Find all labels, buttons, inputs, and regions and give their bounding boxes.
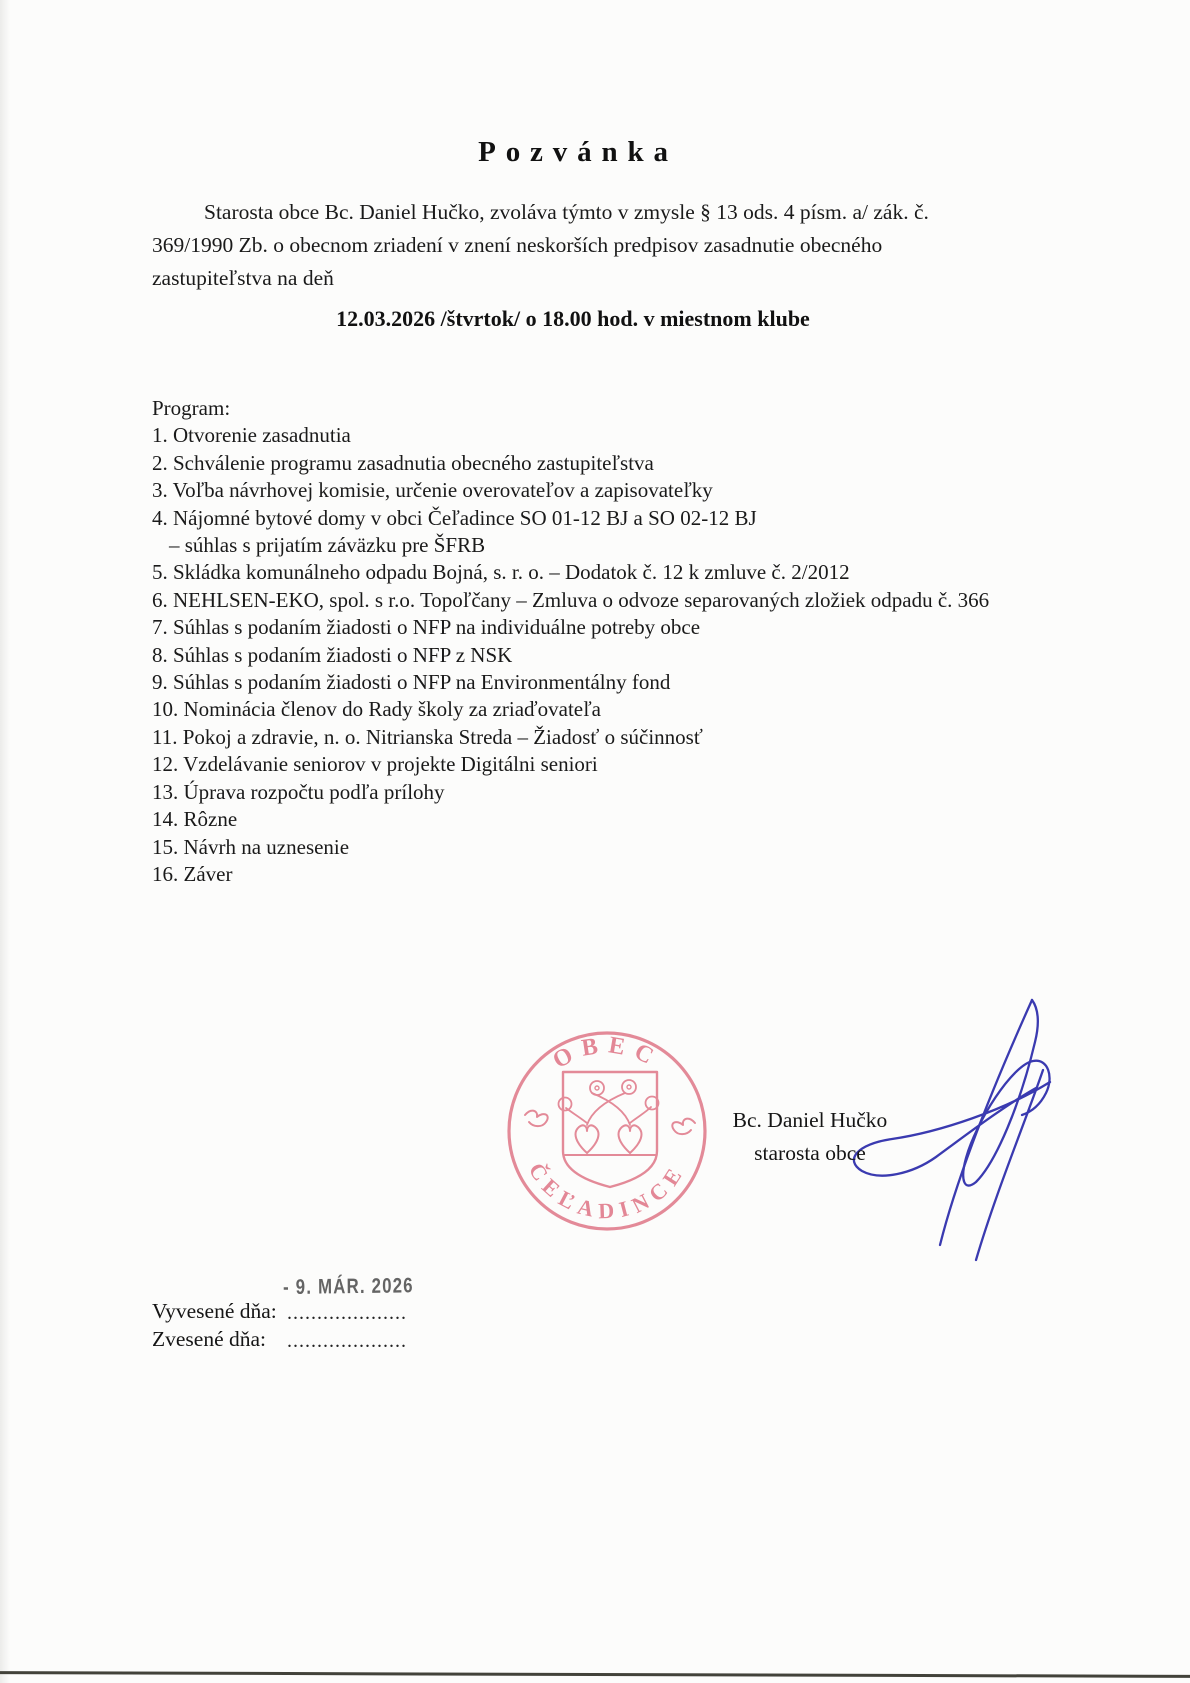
scan-page-bottom-edge (0, 1671, 1190, 1678)
program-item: 3. Voľba návrhovej komisie, určenie overovateľov a zapisovateľky (152, 478, 713, 503)
program-item: 6. NEHLSEN-EKO, spol. s r.o. Topoľčany – Zmluva o odvoze separovaných zložiek odpadu č. 366 (152, 587, 990, 612)
posted-date-label: Vyvesené dňa: (152, 1299, 277, 1323)
program-label: Program: (152, 396, 231, 420)
program-item: 11. Pokoj a zdravie, n. o. Nitrianska Streda – Žiadosť o súčinnosť (152, 724, 703, 749)
meeting-datetime-line: 12.03.2026 /štvrtok/ o 18.00 hod. v miestnom klube (336, 306, 810, 331)
stamp-flower-center (627, 1085, 631, 1089)
program-item: 7. Súhlas s podaním žiadosti o NFP na individuálne potreby obce (152, 615, 701, 640)
intro-paragraph (152, 196, 1052, 295)
program-item: 5. Skládka komunálneho odpadu Bojná, s. r. o. – Dodatok č. 12 k zmluve č. 2/2012 (152, 560, 850, 585)
intro-line: Starosta obce Bc. Daniel Hučko, zvoláva týmto v zmysle § 13 ods. 4 písm. a/ zák. č. (204, 200, 929, 224)
program-item: 10. Nominácia členov do Rady školy za zriaďovateľa (152, 697, 601, 722)
signature-stroke (963, 1000, 1049, 1186)
handwritten-signature (800, 930, 1070, 1275)
signatory-role: starosta obce (754, 1141, 866, 1165)
document-title: Pozvánka (478, 136, 678, 168)
posted-date-row (152, 1299, 407, 1325)
signatory-block (700, 1104, 920, 1170)
program-item: 12. Vzdelávanie seniorov v projekte Digitálni seniori (152, 752, 598, 777)
municipal-round-stamp (492, 1016, 722, 1246)
program-item: 8. Súhlas s podaním žiadosti o NFP z NSK (152, 642, 513, 667)
signature-stroke (976, 1070, 1043, 1260)
stamp-text-top: OBEC (548, 1032, 666, 1075)
stamp-ornament-right (672, 1119, 695, 1134)
program-item: 13. Úprava rozpočtu podľa prílohy (152, 779, 445, 804)
stamp-flower (590, 1081, 604, 1095)
program-item: – súhlas s prijatím záväzku pre ŠFRB (169, 533, 486, 558)
stamp-graphic (492, 1016, 722, 1246)
taken-down-date-label: Zvesené dňa: (152, 1327, 267, 1351)
program-item: 15. Návrh na uznesenie (152, 834, 350, 859)
signature-strokes (800, 930, 1070, 1275)
intro-line: zastupiteľstva na deň (152, 266, 334, 290)
stamp-text-bottom: ČEĽADINCE (523, 1158, 691, 1224)
posted-date-dotted-line: .................... (287, 1302, 407, 1324)
taken-down-date-row (152, 1327, 407, 1353)
date-stamp: - 9. MÁR. 2026 (283, 1274, 414, 1299)
taken-down-date-dotted-line: .................... (287, 1330, 407, 1352)
stamp-texts (524, 1032, 690, 1223)
signature-stroke (940, 1000, 1032, 1245)
intro-line: 369/1990 Zb. o obecnom zriadení v znení neskorších predpisov zasadnutie obecného (152, 233, 883, 257)
program-item: 9. Súhlas s podaním žiadosti o NFP na Environmentálny fond (152, 670, 671, 695)
program-item: 16. Záver (152, 861, 233, 886)
program-list (152, 422, 1162, 888)
stamp-heart-right (619, 1125, 642, 1153)
stamp-heart-left (576, 1125, 599, 1153)
stamp-flower (559, 1098, 572, 1111)
stamp-stem-left-side (566, 1108, 587, 1123)
stamp-ornament-left (525, 1111, 548, 1126)
stamp-flower-center (595, 1086, 599, 1090)
program-section (152, 395, 1162, 888)
signatory-name: Bc. Daniel Hučko (732, 1108, 888, 1132)
program-item: 1. Otvorenie zasadnutia (152, 423, 351, 448)
program-item: 4. Nájomné bytové domy v obci Čeľadince SO 01-12 BJ a SO 02-12 BJ (152, 505, 757, 530)
program-item: 2. Schválenie programu zasadnutia obecného zastupiteľstva (152, 450, 654, 475)
program-item: 14. Rôzne (152, 807, 238, 832)
stamp-stem-right-side (630, 1107, 651, 1123)
stamp-flower (622, 1080, 636, 1094)
